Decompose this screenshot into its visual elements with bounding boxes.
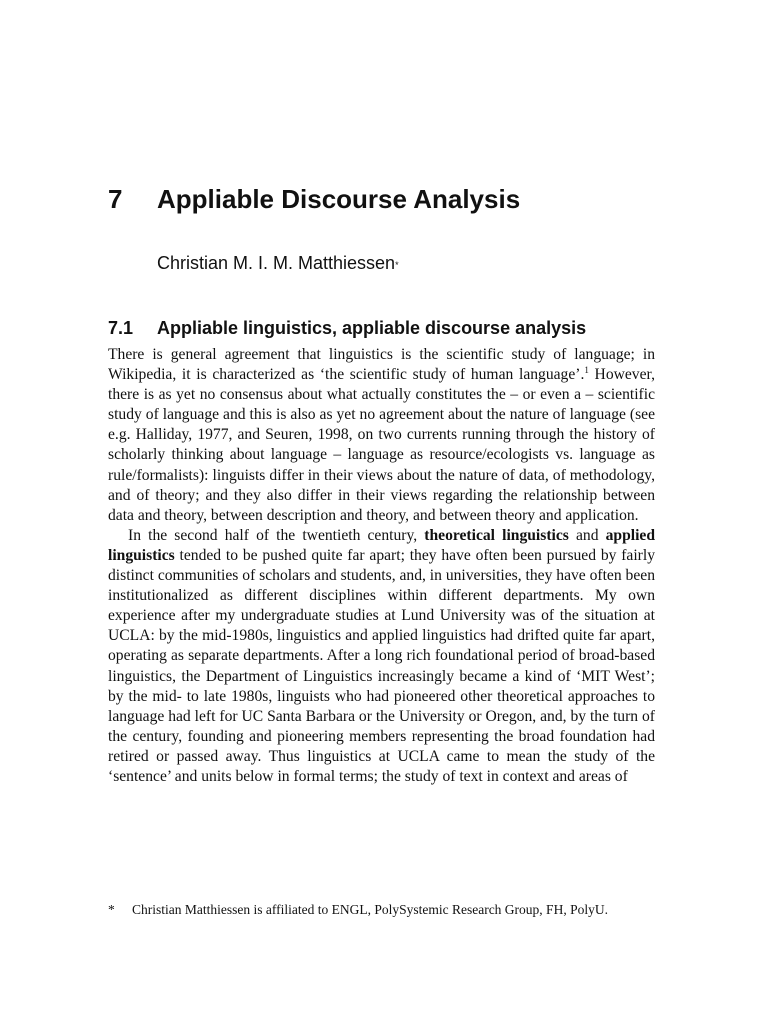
section-heading (108, 316, 586, 340)
paragraph-2-text-b: and (568, 526, 606, 544)
chapter-heading (108, 182, 520, 216)
section-number: 7.1 (108, 318, 134, 338)
paragraph-1 (108, 345, 655, 526)
term-theoretical-linguistics: theoretical linguistics (424, 526, 569, 544)
paragraph-1-text-b: However, there is as yet no consensus about what actually constitutes the – or even a – scientific study of language and this is also as yet no agreement about the nature of language (see e.g. Halliday, 1977, and Seuren, 1998, on two currents running through the history of scholarly thinking about language – language as resource/ecologists vs. language as rule/formalists): linguists differ in their views about the nature of data, of methodology, and of theory; and they also differ in their views regarding the relationship between data and theory, between description and theory, and between theory and application. (108, 366, 655, 524)
footnote-text: Christian Matthiessen is affiliated to ENGL, PolySystemic Research Group, FH, PolyU. (132, 902, 608, 917)
chapter-number: 7 (108, 184, 123, 214)
chapter-title: Appliable Discourse Analysis (157, 184, 521, 214)
paragraph-2-text-a: In the second half of the twentieth century, (128, 526, 425, 544)
paragraph-1-text-a: There is general agreement that linguistics is the scientific study of language; in Wikipedia, it is characterized as ‘the scientific study of human language’. (108, 346, 655, 384)
paragraph-2-text-c: tended to be pushed quite far apart; they have often been pursued by fairly distinct communities of scholars and students, and, in universities, they have often been institutionalized as different disciplines within different departments. My own experience after my undergraduate studies at Lund University was of the situation at UCLA: by the mid-1980s, linguistics and applied linguistics had drifted quite far apart, operating as separate departments. After a long rich foundational period of broad-based linguistics, the Department of Linguistics increasingly became a kind of ‘MIT West’; by the mid- to late 1980s, linguists who had pioneered other theoretical approaches to language had left for UC Santa Barbara or the University or Oregon, and, by the turn of the century, founding and pioneering members representing the broad foundation had retired or passed away. Thus linguistics at UCLA came to mean the study of the ‘sentence’ and units below in formal terms; the study of text in context and areas of (108, 546, 655, 785)
paragraph-2 (108, 526, 655, 787)
body-text (108, 345, 655, 787)
term-applied-linguistics: applied linguistics (108, 526, 656, 564)
author-name: Christian M. I. M. Matthiessen (157, 253, 396, 273)
footnote (108, 900, 655, 919)
footnote-reference: 1 (584, 364, 589, 375)
author-footnote-marker: * (395, 260, 399, 270)
section-title: Appliable linguistics, appliable discourse analysis (157, 318, 587, 338)
author-line (157, 250, 399, 276)
footnote-marker: * (108, 902, 115, 917)
